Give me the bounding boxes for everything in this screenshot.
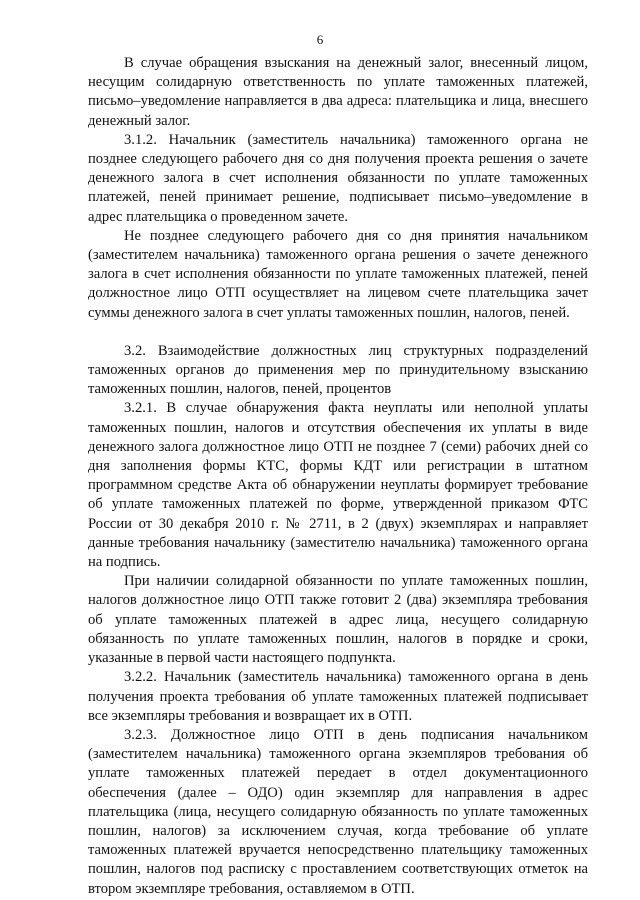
paragraph-3-2-1: 3.2.1. В случае обнаружения факта неуплаты или неполной уплаты таможенных пошлин, налогов и отсутствия обеспечения их уплаты в виде денежного залога должностное лицо ОТП не позднее 7 (семи) рабочих дней со дня заполнения формы КТС, формы КДТ или регистрации в штатном программном средстве Акта об обнаружении неуплаты формирует требование об уплате таможенных платежей по форме, утвержденной приказом ФТС России от 30 декабря 2010 г. № 2711, в 2 (двух) экземплярах и направляет данные требования начальнику (заместителю начальника) таможенного органа на подпись. — [88, 400, 588, 571]
section-heading-3-2: 3.2. Взаимодействие должностных лиц структурных подразделений таможенных органов до применения мер по принудительному взысканию таможенных пошлин, налогов, пеней, процентов — [88, 342, 588, 398]
page-number: 6 — [316, 32, 324, 47]
section-spacer — [88, 323, 588, 342]
paragraph-collateral-notice: В случае обращения взыскания на денежный залог, внесенный лицом, несущим солидарную ответственность по уплате таможенных платежей, письмо–уведомление направляется в два адреса: плательщика и лица, внесшего денежный залог. — [88, 55, 588, 129]
paragraph-3-2-3: 3.2.3. Должностное лицо ОТП в день подписания начальником (заместителем начальника) таможенного органа экземпляров требования об уплате таможенных платежей передает в отдел документационного обеспечения (далее – ОДО) один экземпляр для направления в адрес плательщика (лица, несущего солидарную обязанность по уплате таможенных пошлин, налогов) за исключением случая, когда требование об уплате таможенных платежей вручается непосредственно плательщику таможенных пошлин, налогов под расписку с проставлением соответствующих отметок на втором экземпляре требования, оставляемом в ОТП. — [88, 726, 588, 897]
paragraph-joint-obligation: При наличии солидарной обязанности по уплате таможенных пошлин, налогов должностное лицо ОТП также готовит 2 (два) экземпляра требования об уплате таможенных платежей в адрес лица, несущего солидарную обязанность по уплате таможенных пошлин, налогов в порядке и сроки, указанные в первой части настоящего подпункта. — [88, 573, 588, 667]
document-body — [88, 54, 588, 899]
paragraph-3-1-2: 3.1.2. Начальник (заместитель начальника) таможенного органа не позднее следующего рабочего дня со дня получения проекта решения о зачете денежного залога в счет исполнения обязанности по уплате таможенных платежей, пеней принимает решение, подписывает письмо–уведомление в адрес плательщика о проведенном зачете. — [88, 131, 588, 225]
paragraph-3-2-2: 3.2.2. Начальник (заместитель начальника) таможенного органа в день получения проекта требования об уплате таможенных платежей подписывает все экземпляры требования и возвращает их в ОТП. — [88, 669, 588, 724]
paragraph-offset-deadline: Не позднее следующего рабочего дня со дня принятия начальником (заместителем начальника) таможенного органа решения о зачете денежного залога в счет исполнения обязанности по уплате таможенных платежей, пеней должностное лицо ОТП осуществляет на лицевом счете плательщика зачет суммы денежного залога в счет уплаты таможенных пошлин, налогов, пеней. — [88, 227, 588, 321]
